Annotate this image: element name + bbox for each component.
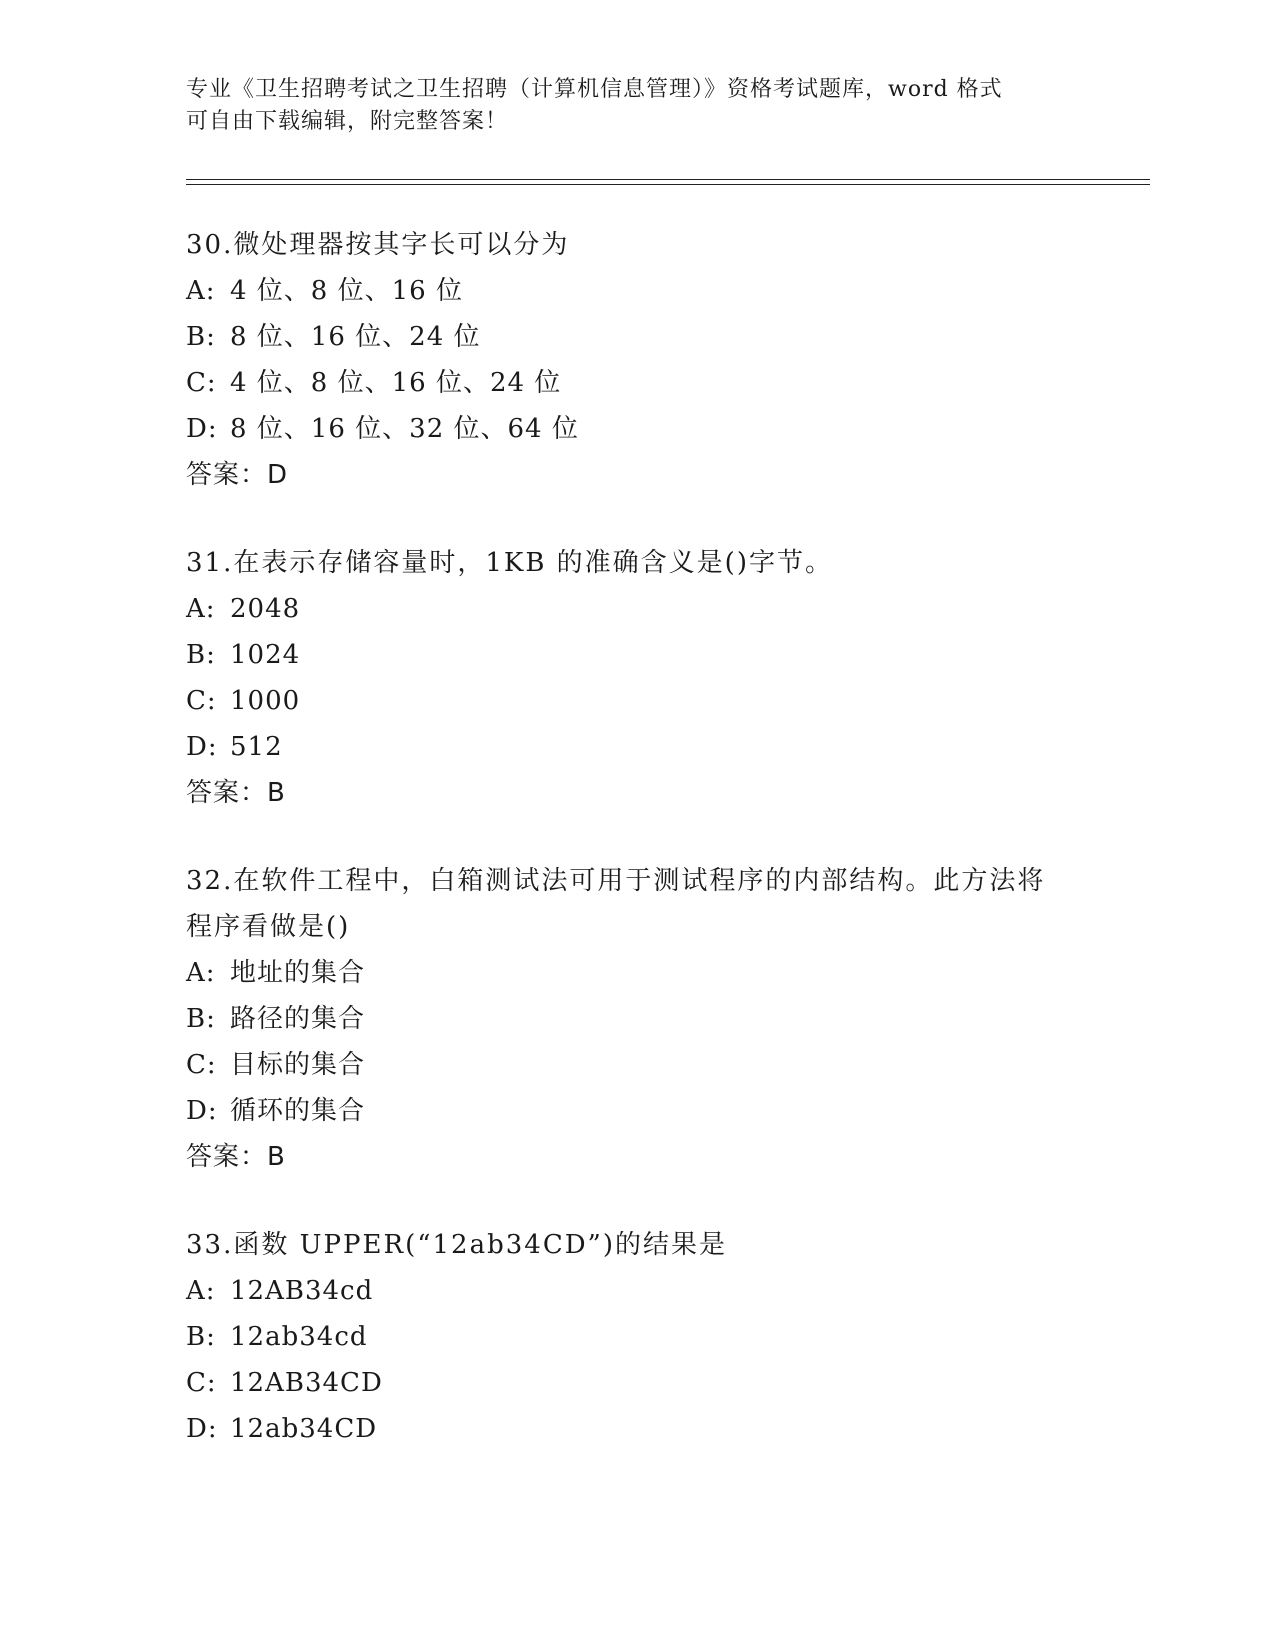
option-value: 12ab34cd bbox=[230, 1322, 368, 1352]
option-a bbox=[186, 1268, 1086, 1314]
question-text: 32.在软件工程中，白箱测试法可用于测试程序的内部结构。此方法将程序看做是() bbox=[186, 866, 1046, 942]
document-header bbox=[186, 74, 1086, 138]
option-key: C: bbox=[186, 1368, 217, 1398]
option-b bbox=[186, 314, 1086, 360]
option-value: 8 位、16 位、24 位 bbox=[230, 322, 481, 352]
answer-line: 答案：B bbox=[186, 778, 286, 808]
option-value: 路径的集合 bbox=[230, 1004, 366, 1034]
option-key: B: bbox=[186, 1004, 216, 1034]
option-d bbox=[186, 724, 1086, 770]
option-a bbox=[186, 268, 1086, 314]
option-key: C: bbox=[186, 1050, 217, 1080]
option-key: D: bbox=[186, 732, 218, 762]
question-text: 33.函数 UPPER(“12ab34CD”)的结果是 bbox=[186, 1230, 727, 1260]
option-d bbox=[186, 406, 1086, 452]
option-value: 1000 bbox=[230, 686, 301, 716]
option-c bbox=[186, 360, 1086, 406]
header-divider-bottom bbox=[186, 184, 1150, 185]
option-key: C: bbox=[186, 686, 217, 716]
option-b bbox=[186, 632, 1086, 678]
option-c bbox=[186, 1360, 1086, 1406]
option-value: 1024 bbox=[230, 640, 301, 670]
option-key: A: bbox=[186, 958, 216, 988]
option-b bbox=[186, 1314, 1086, 1360]
option-c bbox=[186, 678, 1086, 724]
answer-line: 答案：D bbox=[186, 460, 289, 490]
option-value: 4 位、8 位、16 位、24 位 bbox=[230, 368, 562, 398]
option-value: 12ab34CD bbox=[230, 1414, 378, 1444]
option-d bbox=[186, 1406, 1086, 1452]
header-line-1: 专业《卫生招聘考试之卫生招聘（计算机信息管理）》资格考试题库，word 格式 bbox=[186, 77, 1003, 102]
option-key: C: bbox=[186, 368, 217, 398]
option-a bbox=[186, 586, 1086, 632]
question-text: 30.微处理器按其字长可以分为 bbox=[186, 230, 570, 260]
option-key: A: bbox=[186, 276, 216, 306]
option-key: D: bbox=[186, 414, 218, 444]
option-d bbox=[186, 1088, 1086, 1134]
option-key: A: bbox=[186, 1276, 216, 1306]
option-a bbox=[186, 950, 1086, 996]
option-key: D: bbox=[186, 1414, 218, 1444]
question-block bbox=[186, 540, 1086, 816]
option-key: B: bbox=[186, 322, 216, 352]
question-block bbox=[186, 222, 1086, 498]
option-key: D: bbox=[186, 1096, 218, 1126]
option-value: 目标的集合 bbox=[230, 1050, 366, 1080]
question-block bbox=[186, 858, 1086, 1180]
option-value: 12AB34cd bbox=[230, 1276, 374, 1306]
answer-line: 答案：B bbox=[186, 1142, 286, 1172]
option-value: 4 位、8 位、16 位 bbox=[230, 276, 463, 306]
question-block bbox=[186, 1222, 1086, 1452]
header-line-2: 可自由下载编辑，附完整答案！ bbox=[186, 109, 509, 134]
option-value: 8 位、16 位、32 位、64 位 bbox=[230, 414, 579, 444]
option-value: 12AB34CD bbox=[230, 1368, 383, 1398]
option-value: 512 bbox=[230, 732, 283, 762]
option-value: 地址的集合 bbox=[230, 958, 366, 988]
option-key: B: bbox=[186, 1322, 216, 1352]
header-divider-top bbox=[186, 179, 1150, 180]
option-b bbox=[186, 996, 1086, 1042]
question-text: 31.在表示存储容量时，1KB 的准确含义是()字节。 bbox=[186, 548, 833, 578]
option-key: A: bbox=[186, 594, 216, 624]
option-value: 循环的集合 bbox=[230, 1096, 366, 1126]
option-value: 2048 bbox=[230, 594, 301, 624]
option-key: B: bbox=[186, 640, 216, 670]
option-c bbox=[186, 1042, 1086, 1088]
